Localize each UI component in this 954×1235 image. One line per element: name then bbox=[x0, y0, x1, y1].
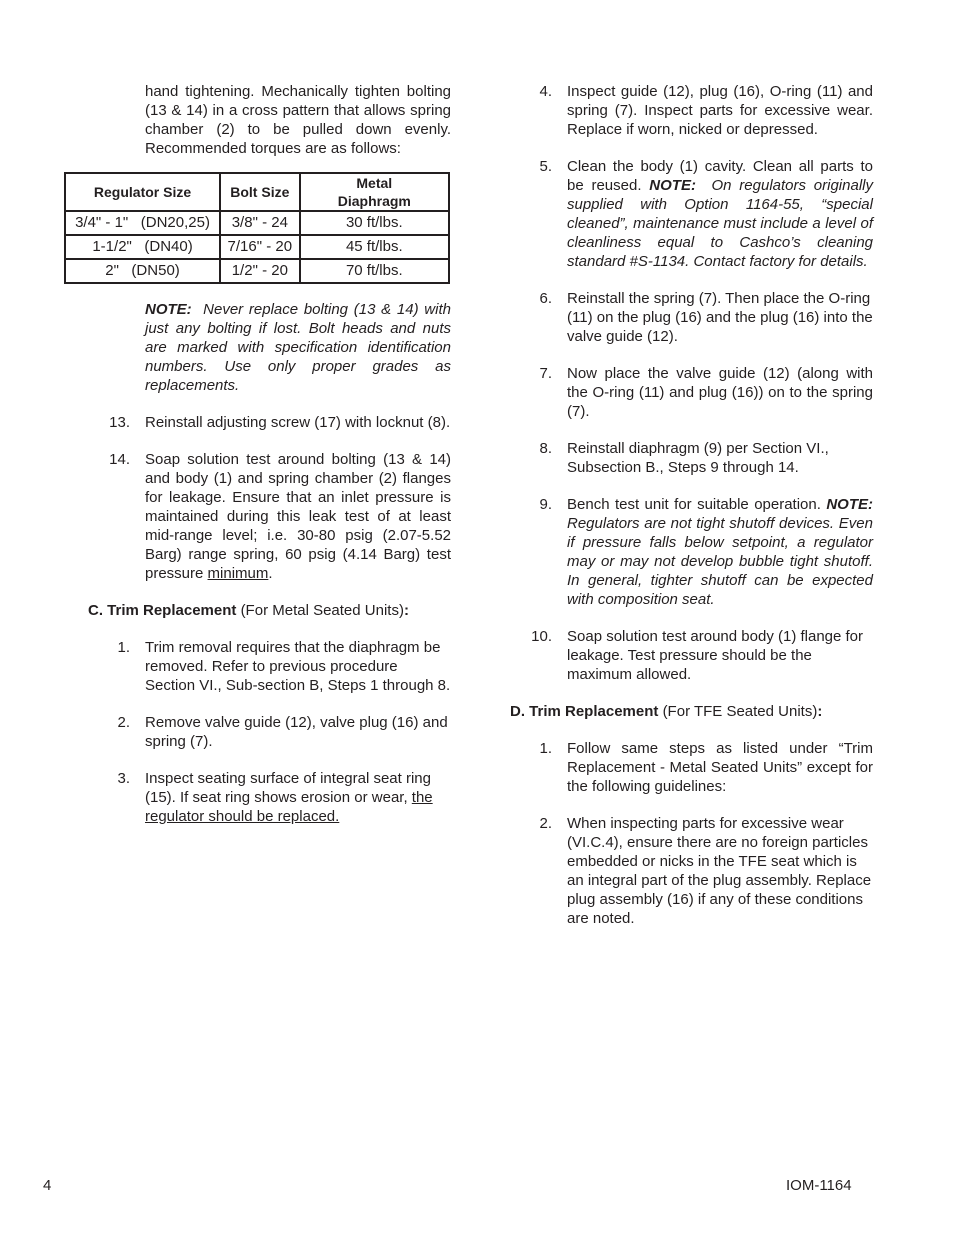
table-cell: 2" (DN50) bbox=[65, 259, 220, 283]
note-label: NOTE: bbox=[145, 301, 192, 318]
torque-table bbox=[64, 172, 450, 284]
step-number: 14. bbox=[109, 451, 130, 468]
step-13 bbox=[64, 413, 452, 432]
table-cell: 3/8" - 24 bbox=[220, 211, 300, 235]
d-step-1 bbox=[510, 739, 873, 796]
c-step-6 bbox=[510, 289, 873, 346]
c-step-5 bbox=[510, 157, 873, 271]
table-cell: 1/2" - 20 bbox=[220, 259, 300, 283]
step-text: Remove valve guide (12), valve plug (16) and spring (7). bbox=[145, 714, 448, 750]
step-text: Reinstall the spring (7). Then place the O-ring (11) on the plug (16) and the plug (16) into the valve guide (12). bbox=[567, 290, 873, 345]
bolting-note bbox=[145, 300, 451, 395]
step-text: Trim removal requires that the diaphragm be removed. Refer to previous procedure Section VI., Sub-section B, Steps 1 through 8. bbox=[145, 639, 451, 694]
table-header-row bbox=[65, 173, 449, 211]
step-number: 9. bbox=[539, 496, 552, 513]
table-cell: 1-1/2" (DN40) bbox=[65, 235, 220, 259]
step-number: 7. bbox=[539, 365, 552, 382]
step-number: 2. bbox=[539, 815, 552, 832]
section-d-colon: : bbox=[817, 703, 823, 720]
c-step-1 bbox=[64, 638, 452, 695]
step-text bbox=[145, 769, 451, 826]
step-number: 8. bbox=[539, 440, 552, 457]
page-number: 4 bbox=[43, 1177, 52, 1194]
table-row bbox=[65, 259, 449, 283]
document-id: IOM-1164 bbox=[786, 1177, 852, 1194]
step-number: 1. bbox=[117, 639, 130, 656]
step-number: 6. bbox=[539, 290, 552, 307]
table-cell: 7/16" - 20 bbox=[220, 235, 300, 259]
step-text: When inspecting parts for excessive wear (VI.C.4), ensure there are no foreign particles embedded or nicks in the TFE seat which is an integral part of the plug assembly. Replace plug assembly (16) if any of these conditions are noted. bbox=[567, 815, 872, 927]
step-14-end: . bbox=[268, 565, 273, 582]
note-label: NOTE: bbox=[826, 496, 873, 513]
table-row bbox=[65, 211, 449, 235]
step-text: Reinstall adjusting screw (17) with locknut (8). bbox=[145, 414, 451, 431]
c-step-3-underlined: the regulator should be replaced. bbox=[145, 789, 433, 825]
step-text bbox=[567, 157, 873, 271]
step-14 bbox=[64, 450, 452, 583]
intro-paragraph: hand tightening. Mechanically tighten bolting (13 & 14) in a cross pattern that allows spring chamber (2) to be pulled down evenly. Recommended torques are as follows: bbox=[145, 83, 451, 157]
step-number: 5. bbox=[539, 158, 552, 175]
note-label: NOTE: bbox=[649, 177, 696, 194]
table-cell: 45 ft/lbs. bbox=[300, 235, 449, 259]
step-number: 3. bbox=[117, 770, 130, 787]
section-d-title: D. Trim Replacement bbox=[510, 703, 659, 720]
c-step-3 bbox=[64, 769, 452, 826]
c-step-9-note: Regulators are not tight shutoff devices. Even if pressure falls below setpoint, a regulator may or may not develop bubble tight shutoff. In general, tighter shutoff can be expected with composition seat. bbox=[567, 515, 873, 608]
step-text: Now place the valve guide (12) (along with the O-ring (11) and plug (16)) on to the spring (7). bbox=[567, 365, 873, 420]
c-step-8 bbox=[510, 439, 873, 477]
c-step-9 bbox=[510, 495, 873, 609]
section-d-heading bbox=[510, 702, 873, 721]
step-text: Follow same steps as listed under “Trim Replacement - Metal Seated Units” except for the following guidelines: bbox=[567, 740, 873, 795]
table-cell: 3/4" - 1" (DN20,25) bbox=[65, 211, 220, 235]
c-step-10 bbox=[510, 627, 873, 684]
c-step-9-text: Bench test unit for suitable operation. bbox=[567, 496, 821, 513]
c-step-5-text: Clean the body (1) cavity. Clean all parts to be reused. bbox=[567, 158, 873, 194]
table-cell: 30 ft/lbs. bbox=[300, 211, 449, 235]
section-c-colon: : bbox=[403, 602, 409, 619]
right-column bbox=[510, 82, 873, 928]
c-step-5-note: On regulators originally supplied with Option 1164-55, “special cleaned”, maintenance must include a level of cleanliness equal to Cashco’s cleaning standard #S-1134. Contact factory for details. bbox=[567, 177, 873, 270]
c-step-3-text: Inspect seating surface of integral seat ring (15). If seat ring shows erosion or wear, bbox=[145, 770, 431, 806]
step-text bbox=[145, 450, 451, 583]
c-step-7 bbox=[510, 364, 873, 421]
step-number: 13. bbox=[109, 414, 130, 431]
section-d-subtitle: (For TFE Seated Units) bbox=[662, 703, 818, 720]
c-step-2 bbox=[64, 713, 452, 751]
table-header: Bolt Size bbox=[220, 173, 300, 211]
table-header: Regulator Size bbox=[65, 173, 220, 211]
section-c-heading bbox=[88, 601, 452, 620]
section-c-title: C. Trim Replacement bbox=[88, 602, 237, 619]
table-header: Metal Diaphragm bbox=[300, 173, 449, 211]
step-text bbox=[567, 495, 873, 609]
c-step-4 bbox=[510, 82, 873, 139]
note-text: Never replace bolting (13 & 14) with just any bolting if lost. Bolt heads and nuts are marked with specification identification numbers. Use only proper grades as replacements. bbox=[145, 301, 451, 394]
d-step-2 bbox=[510, 814, 873, 928]
left-column bbox=[64, 82, 452, 826]
step-text: Reinstall diaphragm (9) per Section VI., Subsection B., Steps 9 through 14. bbox=[567, 440, 829, 476]
section-c-subtitle: (For Metal Seated Units) bbox=[240, 602, 404, 619]
step-14-underlined: minimum bbox=[207, 565, 269, 582]
step-number: 1. bbox=[539, 740, 552, 757]
step-number: 2. bbox=[117, 714, 130, 731]
step-text: Soap solution test around body (1) flange for leakage. Test pressure should be the maximum allowed. bbox=[567, 628, 864, 683]
table-row bbox=[65, 235, 449, 259]
step-number: 10. bbox=[531, 628, 552, 645]
step-text: Inspect guide (12), plug (16), O-ring (11) and spring (7). Inspect parts for excessive wear. Replace if worn, nicked or depressed. bbox=[567, 83, 873, 138]
step-14-text: Soap solution test around bolting (13 & 14) and body (1) and spring chamber (2) flanges for leakage. Ensure that an inlet pressure is maintained during this leak test of at least mid-range level; i.e. 30-80 psig (2.07-5.52 Barg) range spring, 60 psig (4.14 Barg) test pressure bbox=[145, 451, 451, 582]
table-cell: 70 ft/lbs. bbox=[300, 259, 449, 283]
step-number: 4. bbox=[539, 83, 552, 100]
